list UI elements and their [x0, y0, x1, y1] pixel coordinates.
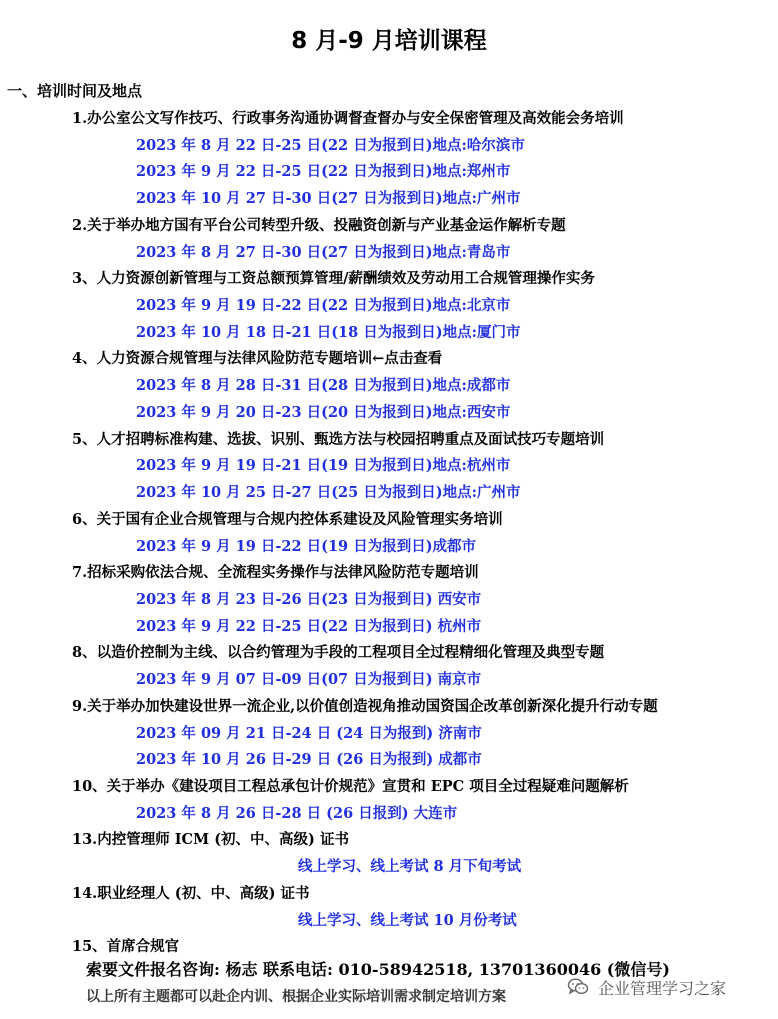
session-entry: 2023 年 8 月 27 日-30 日(27 日为报到日)地点:青岛市	[136, 243, 511, 261]
course-title: 6、关于国有企业合规管理与合规内控体系建设及风险管理实务培训	[72, 510, 503, 528]
inhouse-training-note: 以上所有主题都可以赴企内训、根据企业实际培训需求制定培训方案	[86, 989, 506, 1005]
course-title[interactable]: 4、人力资源合规管理与法律风险防范专题培训←点击查看	[72, 350, 443, 368]
page-title: 8 月-9 月培训课程	[291, 28, 487, 54]
watermark-text: 企业管理学习之家	[598, 978, 727, 998]
course-title: 14.职业经理人 (初、中、高级) 证书	[72, 884, 310, 902]
course-title: 7.招标采购依法合规、全流程实务操作与法律风险防范专题培训	[72, 564, 479, 582]
exam-schedule: 线上学习、线上考试 10 月份考试	[298, 911, 517, 929]
session-entry: 2023 年 8 月 28 日-31 日(28 日为报到日)地点:成都市	[136, 377, 511, 395]
watermark	[566, 975, 726, 999]
course-title: 5、人才招聘标准构建、选拔、识别、甄选方法与校园招聘重点及面试技巧专题培训	[72, 430, 605, 448]
session-entry: 2023 年 10 月 25 日-27 日(25 日为报到日)地点:广州市	[136, 484, 521, 502]
course-title: 15、首席合规官	[72, 938, 180, 956]
course-title: 2.关于举办地方国有平台公司转型升级、投融资创新与产业基金运作解析专题	[72, 216, 566, 234]
session-entry: 2023 年 10 月 27 日-30 日(27 日为报到日)地点:广州市	[136, 190, 521, 208]
session-entry: 2023 年 09 月 21 日-24 日 (24 日为报到) 济南市	[136, 724, 482, 742]
session-entry: 2023 年 9 月 22 日-25 日(22 日为报到日)地点:郑州市	[136, 163, 511, 181]
session-entry: 2023 年 8 月 22 日-25 日(22 日为报到日)地点:哈尔滨市	[136, 136, 525, 154]
session-entry: 2023 年 10 月 18 日-21 日(18 日为报到日)地点:厦门市	[136, 323, 521, 341]
course-title: 9.关于举办加快建设世界一流企业,以价值创造视角推动国资国企改革创新深化提升行动专题	[72, 697, 658, 715]
wechat-icon	[566, 975, 590, 999]
session-entry: 2023 年 9 月 07 日-09 日(07 日为报到日) 南京市	[136, 671, 482, 689]
exam-schedule: 线上学习、线上考试 8 月下旬考试	[298, 858, 522, 876]
course-title: 1.办公室公文写作技巧、行政事务沟通协调督查督办与安全保密管理及高效能会务培训	[72, 110, 624, 127]
course-title: 3、人力资源创新管理与工资总额预算管理/薪酬绩效及劳动用工合规管理操作实务	[72, 270, 595, 288]
course-title: 10、关于举办《建设项目工程总承包计价规范》宣贯和 EPC 项目全过程疑难问题解析	[72, 778, 629, 795]
session-entry: 2023 年 9 月 20 日-23 日(20 日为报到日)地点:西安市	[136, 403, 511, 421]
session-entry: 2023 年 9 月 22 日-25 日(22 日为报到日) 杭州市	[136, 617, 482, 635]
section-heading: 一、培训时间及地点	[7, 82, 143, 100]
session-entry: 2023 年 8 月 23 日-26 日(23 日为报到日) 西安市	[136, 590, 482, 608]
session-entry: 2023 年 8 月 26 日-28 日 (26 日报到) 大连市	[136, 804, 458, 822]
session-entry: 2023 年 9 月 19 日-22 日(19 日为报到日)成都市	[136, 537, 477, 555]
course-title: 8、以造价控制为主线、以合约管理为手段的工程项目全过程精细化管理及典型专题	[72, 644, 605, 662]
contact-info: 索要文件报名咨询: 杨志 联系电话: 010-58942518, 13701360046 (微信号)	[86, 960, 670, 979]
session-entry: 2023 年 9 月 19 日-22 日(22 日为报到日)地点:北京市	[136, 297, 511, 315]
session-entry: 2023 年 10 月 26 日-29 日 (26 日为报到) 成都市	[136, 751, 482, 769]
session-entry: 2023 年 9 月 19 日-21 日(19 日为报到日)地点:杭州市	[136, 457, 511, 475]
course-title: 13.内控管理师 ICM (初、中、高级) 证书	[72, 831, 349, 849]
